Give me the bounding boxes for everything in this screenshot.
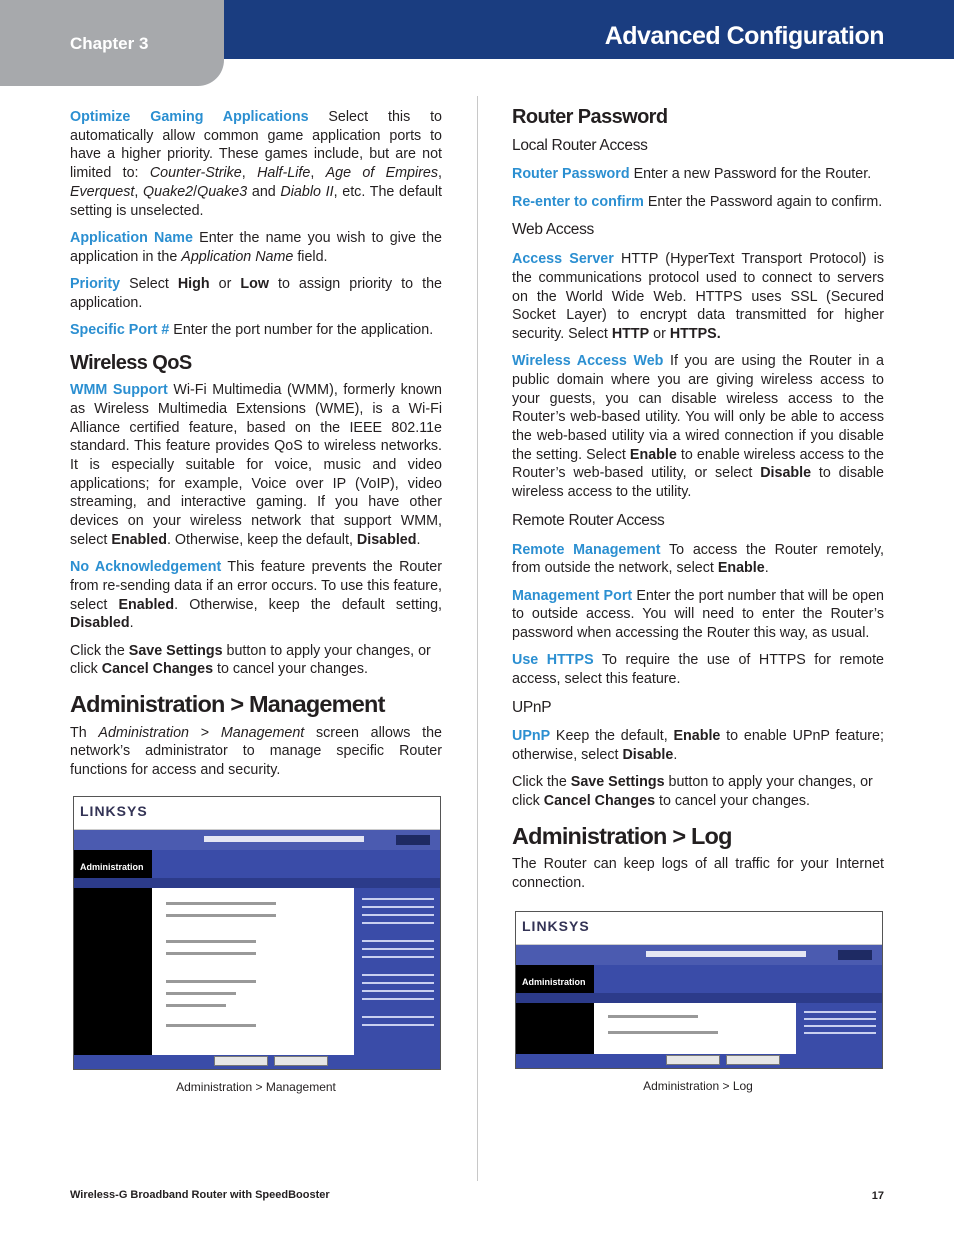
text: . [416, 531, 421, 548]
subnav [74, 878, 440, 888]
section-heading: Administration > Management [70, 690, 385, 717]
text: to enable wireless access to the Router’s web-based utility, or select [512, 446, 885, 482]
term: UPnP [512, 728, 551, 745]
paragraph [512, 773, 884, 810]
form-row [166, 940, 256, 943]
help-line [362, 990, 434, 992]
screenshot-sidebar [74, 888, 152, 1069]
text: HTTP (HyperText Transport Protocol) is the communications protocol used to connect to servers on the World Wide Web. HTTPS uses SSL (Secured Socket Layer) to encrypt data transmitted for higher security. Select [512, 251, 884, 342]
nav-tabs [594, 965, 882, 993]
text: to assign priority to the application. [70, 275, 442, 311]
text: Enter the Password again to confirm. [643, 193, 883, 210]
term: Application Name [70, 229, 193, 246]
paragraph [512, 193, 884, 212]
text: Select this to automatically allow common game application ports to have a higher priority. These games include, but are not limited to: [70, 109, 442, 182]
screenshot-band [516, 945, 882, 965]
text: Disabled [70, 615, 130, 632]
text: Diablo II [280, 183, 334, 200]
text: . [129, 615, 134, 632]
screenshot-footer [74, 1055, 440, 1069]
paragraph [512, 352, 884, 502]
left-column [70, 108, 442, 1100]
help-line [362, 906, 434, 908]
term: Re-enter to confirm [512, 193, 644, 210]
help-line [362, 1024, 434, 1026]
term: Remote Management [512, 541, 661, 558]
text: to cancel your changes. [213, 661, 368, 678]
text: Quake3 [197, 183, 248, 200]
text: To require the use of HTTPS for remote access, select this feature. [512, 652, 884, 687]
text: Low [240, 275, 269, 292]
text: button to apply your changes, or click [70, 642, 431, 678]
text: to enable UPnP feature; otherwise, select [512, 728, 884, 764]
help-line [804, 1032, 876, 1034]
text: Click the [70, 642, 129, 659]
text: > [189, 724, 221, 741]
paragraph [70, 275, 442, 312]
screenshot-footer [516, 1054, 882, 1068]
help-line [362, 898, 434, 900]
term: Access Server [512, 251, 614, 268]
term: No Acknowledgement [70, 559, 222, 576]
text: If you are using the Router in a public domain where you are giving wireless access to your guests, you can disable wireless access to the Router’s web-based utility. You will only be able to access the web-based utility via a wired connection if you disable the setting. Select [512, 353, 884, 463]
screenshot-body [516, 1003, 882, 1068]
text: Enabled [118, 596, 175, 613]
term: Wireless Access Web [512, 353, 664, 370]
text: Enter the name you wish to give the application in the [70, 229, 443, 265]
term: WMM Support [70, 382, 168, 399]
paragraph [70, 558, 442, 633]
cancel-changes-button [726, 1055, 780, 1065]
paragraph [70, 724, 442, 780]
paragraph [512, 165, 884, 184]
text: Disabled [356, 531, 417, 548]
paragraph [512, 651, 884, 688]
paragraph: Optimize Gaming Applications Select this to automatically allow common game application ports to have a higher priority. These games include, but are not limited to: Counter-Strike, Half-Life, Age of Empires, Everquest, Quake2/Quake3 and Diablo II, etc. The default setting is unselected. [70, 109, 443, 219]
text: button to apply your changes, or click [512, 774, 873, 810]
model-strip [204, 836, 364, 842]
screenshot-topbar [74, 797, 440, 830]
text: Keep the default, [550, 728, 674, 745]
form-row [166, 952, 256, 955]
text: Enable [629, 446, 677, 463]
footer-product: Wireless-G Broadband Router with SpeedBooster [70, 1189, 330, 1201]
model-strip [646, 951, 806, 957]
cancel-changes-button [274, 1056, 328, 1066]
text: . [764, 560, 769, 577]
header-bar [224, 0, 954, 59]
screenshot-help-panel [354, 888, 440, 1069]
form-row [166, 1004, 226, 1007]
section-heading: Router Password [512, 106, 668, 128]
text: The Router can keep logs of all traffic for your Internet connection. [512, 856, 884, 892]
help-line [362, 974, 434, 976]
section-label: Administration [80, 861, 144, 872]
right-column [512, 108, 884, 1100]
form-row [166, 914, 276, 917]
text: Enter a new Password for the Router. [629, 166, 872, 183]
paragraph [512, 727, 884, 764]
text: Enter the port number that will be open to outside access. You will need to enter the Router’s password when accessing the Router this way, as usual. [512, 587, 885, 641]
screenshot-band [74, 830, 440, 850]
figure-caption: Administration > Management [176, 1079, 336, 1094]
help-line [804, 1025, 876, 1027]
term: Use HTTPS [512, 652, 594, 669]
screenshot-nav [74, 850, 440, 878]
text: This feature prevents the Router from re-sending data if an error occurs. To use this feature, select [70, 559, 442, 613]
term: Specific Port # [70, 321, 170, 338]
text: Enabled [111, 531, 167, 548]
text: screen allows the network’s administrator to manage specific Router functions for access and security. [70, 724, 442, 779]
term: Management Port [512, 587, 633, 604]
text: Administration [98, 724, 190, 741]
text: Everquest [70, 183, 135, 200]
save-settings-button [666, 1055, 720, 1065]
help-line [362, 914, 434, 916]
chapter-label: Chapter 3 [70, 34, 149, 53]
text: Click the [512, 774, 571, 791]
page-title: Advanced Configuration [604, 22, 884, 50]
help-line [362, 1016, 434, 1018]
paragraph [512, 587, 884, 643]
help-line [362, 922, 434, 924]
help-line [804, 1018, 876, 1020]
term: Priority [70, 275, 121, 292]
paragraph [70, 321, 442, 340]
model-code [838, 950, 872, 960]
form-row [166, 992, 236, 995]
text: . Otherwise, keep the default setting, [174, 596, 442, 613]
chapter-tab [0, 0, 224, 86]
text: . Otherwise, keep the default, [166, 531, 357, 548]
help-line [362, 998, 434, 1000]
term: Router Password [512, 166, 630, 183]
figure-caption: Administration > Log [643, 1078, 753, 1093]
section-heading: Wireless QoS [70, 351, 192, 374]
text: Disable [622, 747, 674, 764]
term: Optimize Gaming Applications [70, 109, 309, 125]
model-code [396, 835, 430, 845]
screenshot-body [74, 888, 440, 1069]
screenshot-log [515, 911, 883, 1069]
text: Wi-Fi Multimedia (WMM), formerly known as Wireless Multimedia Extensions (WME), is a Wi-Fi Alliance certified feature, based on the IEEE 802.11e standard. This feature provides QoS to wireless networks. It is especially suitable for voice, music and video applications; for example, Voice over IP (VoIP), video streaming, and interactive gaming. If you have other devices on your wireless network that support WMM, select [70, 382, 442, 548]
paragraph [512, 250, 884, 344]
paragraph [70, 642, 442, 679]
paragraph [70, 381, 442, 549]
subsection-heading: UPnP [512, 698, 552, 716]
text: to disable wireless access to the utility. [512, 465, 884, 501]
help-line [362, 940, 434, 942]
screenshot-nav [516, 965, 882, 993]
form-row [608, 1031, 718, 1034]
form-row [608, 1015, 698, 1018]
help-line [362, 982, 434, 984]
figure-management [70, 796, 442, 1097]
text: To access the Router remotely, from outside the network, select [512, 541, 884, 577]
text: Management [220, 724, 305, 741]
text: Application Name [181, 248, 294, 265]
text: Cancel Changes [543, 793, 656, 810]
text: Cancel Changes [101, 661, 214, 678]
paragraph [70, 229, 442, 266]
form-row [166, 1024, 256, 1027]
form-row [166, 980, 256, 983]
text: Th [70, 724, 99, 741]
text: field. [293, 248, 328, 265]
section-heading: Administration > Log [512, 822, 732, 849]
text: , etc. The default setting is unselected. [70, 183, 442, 219]
text: Save Settings [128, 642, 223, 659]
text: Half-Life [257, 165, 311, 182]
linksys-logo: LINKSYS [80, 802, 148, 819]
text: Enable [717, 560, 765, 577]
save-settings-button [214, 1056, 268, 1066]
text: HTTP [611, 325, 650, 342]
text: Quake2 [143, 183, 194, 200]
text: or [209, 275, 241, 292]
text: Enter the port number for the application. [169, 321, 434, 338]
text: to cancel your changes. [655, 793, 810, 810]
text: HTTPS. [669, 325, 721, 342]
section-label: Administration [522, 976, 586, 987]
column-divider [477, 96, 478, 1181]
paragraph [512, 855, 884, 892]
form-row [166, 902, 276, 905]
help-line [362, 948, 434, 950]
text: Counter-Strike [149, 165, 242, 182]
page-number: 17 [871, 1190, 884, 1202]
subnav [516, 993, 882, 1003]
screenshot-topbar [516, 912, 882, 945]
text: or [649, 325, 670, 342]
subsection-heading: Remote Router Access [512, 511, 665, 529]
text: Disable [760, 465, 812, 482]
linksys-logo: LINKSYS [522, 917, 590, 934]
nav-tabs [152, 850, 440, 878]
text: . [673, 747, 678, 764]
text: Save Settings [570, 774, 665, 791]
paragraph [512, 541, 884, 578]
figure-log [512, 911, 884, 1096]
text: Select [120, 275, 178, 292]
text: High [177, 275, 210, 292]
text: Enable [673, 728, 721, 745]
screenshot-management [73, 796, 441, 1070]
help-line [804, 1011, 876, 1013]
help-line [362, 956, 434, 958]
text: Age of Empires [325, 165, 439, 182]
subsection-heading: Web Access [512, 221, 595, 239]
subsection-heading: Local Router Access [512, 136, 648, 154]
